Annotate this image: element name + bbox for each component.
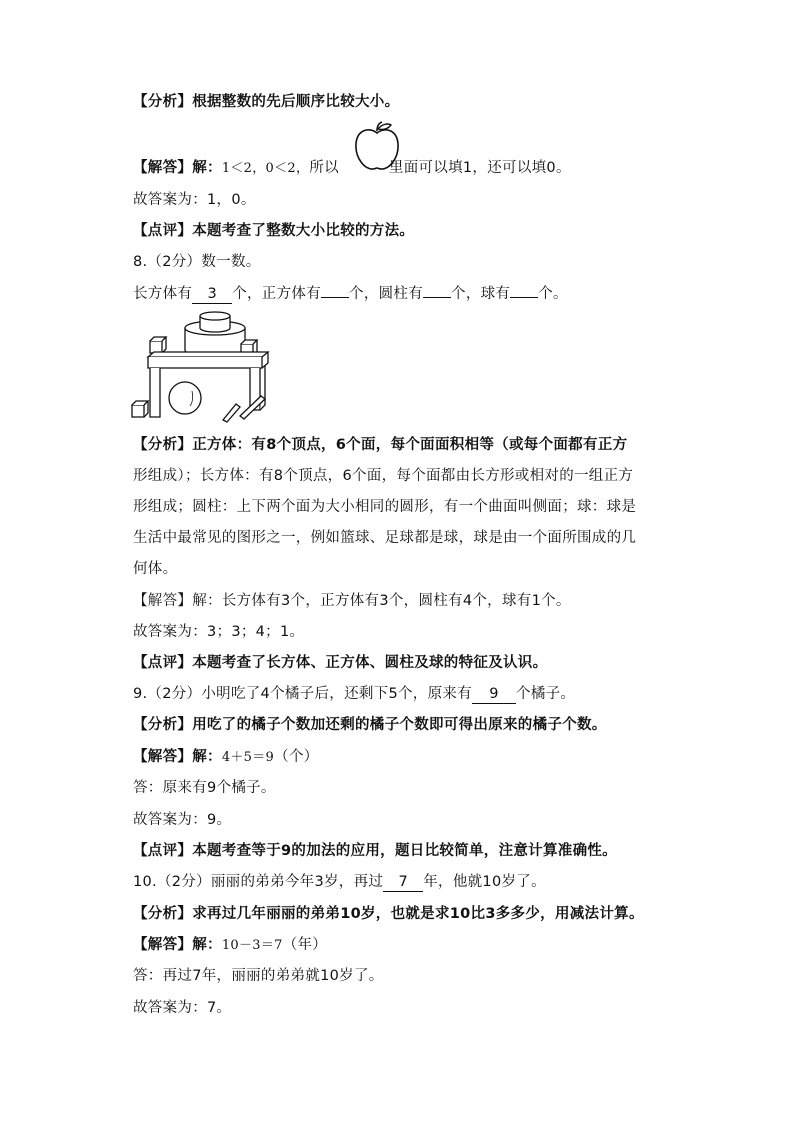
q8-blank-sphere — [510, 297, 538, 298]
q8-stem: 8.（2分）数一数。 — [133, 254, 261, 270]
q8-analysis-l1: 【分析】正方体：有8个顶点，6个面，每个面面积相等（或每个面都有正方 — [133, 437, 628, 453]
q9-blank: 9 — [472, 685, 516, 704]
q8-blank-cylinder — [423, 297, 451, 298]
q10-analysis: 【分析】求再过几年丽丽的弟弟10岁，也就是求10比3多多少，用减法计算。 — [133, 906, 644, 922]
q9-solution: 【解答】解：4＋5＝9（个） — [133, 749, 319, 765]
q9-answer: 故答案为：9。 — [133, 812, 232, 828]
q8-analysis-l2: 形组成）；长方体：有8个顶点，6个面，每个面都由长方形或相对的一组正方 — [133, 468, 634, 484]
q10-solution: 【解答】解：10－3＝7（年） — [133, 937, 328, 953]
q10-answer: 故答案为：7。 — [133, 1000, 232, 1016]
q8-solution: 【解答】解：长方体有3个，正方体有3个，圆柱有4个，球有1个。 — [133, 593, 571, 609]
q9-analysis: 【分析】用吃了的橘子个数加还剩的橘子个数即可得出原来的橘子个数。 — [133, 717, 607, 733]
q10-stem: 10.（2分）丽丽的弟弟今年3岁，再过 7 年，他就10岁了。 — [133, 874, 546, 890]
q10-blank: 7 — [383, 873, 423, 892]
q7-solution: 【解答】解：1＜2，0＜2，所以 里面可以填1，还可以填0。 — [133, 160, 571, 176]
q7-answer: 故答案为：1，0。 — [133, 192, 256, 208]
q8-analysis-l3: 形组成；圆柱：上下两个面为大小相同的圆形，有一个曲面叫侧面；球：球是 — [133, 499, 637, 515]
q8-blank-cuboid: 3 — [192, 285, 232, 304]
q8-analysis-l4: 生活中最常见的图形之一，例如篮球、足球都是球，球是由一个面所围成的几 — [133, 530, 637, 546]
q7-review: 【点评】本题考查了整数大小比较的方法。 — [133, 223, 415, 239]
q10-reply: 答：再过7年，丽丽的弟弟就10岁了。 — [133, 968, 384, 984]
q7-analysis: 【分析】根据整数的先后顺序比较大小。 — [133, 94, 400, 110]
q8-review: 【点评】本题考查了长方体、正方体、圆柱及球的特征及认识。 — [133, 655, 548, 671]
q8-analysis-l5: 何体。 — [133, 561, 178, 577]
solids-figure — [130, 310, 280, 422]
q9-stem: 9.（2分）小明吃了4个橘子后，还剩下5个，原来有 9 个橘子。 — [133, 686, 576, 702]
q9-reply: 答：原来有9个橘子。 — [133, 780, 276, 796]
q8-answer: 故答案为：3；3；4；1。 — [133, 624, 305, 640]
q8-question: 长方体有 3 个，正方体有 个，圆柱有 个，球有 个。 — [133, 286, 568, 302]
q9-review: 【点评】本题考查等于9的加法的应用，题日比较简单，注意计算准确性。 — [133, 843, 617, 859]
q8-blank-cube — [321, 297, 349, 298]
